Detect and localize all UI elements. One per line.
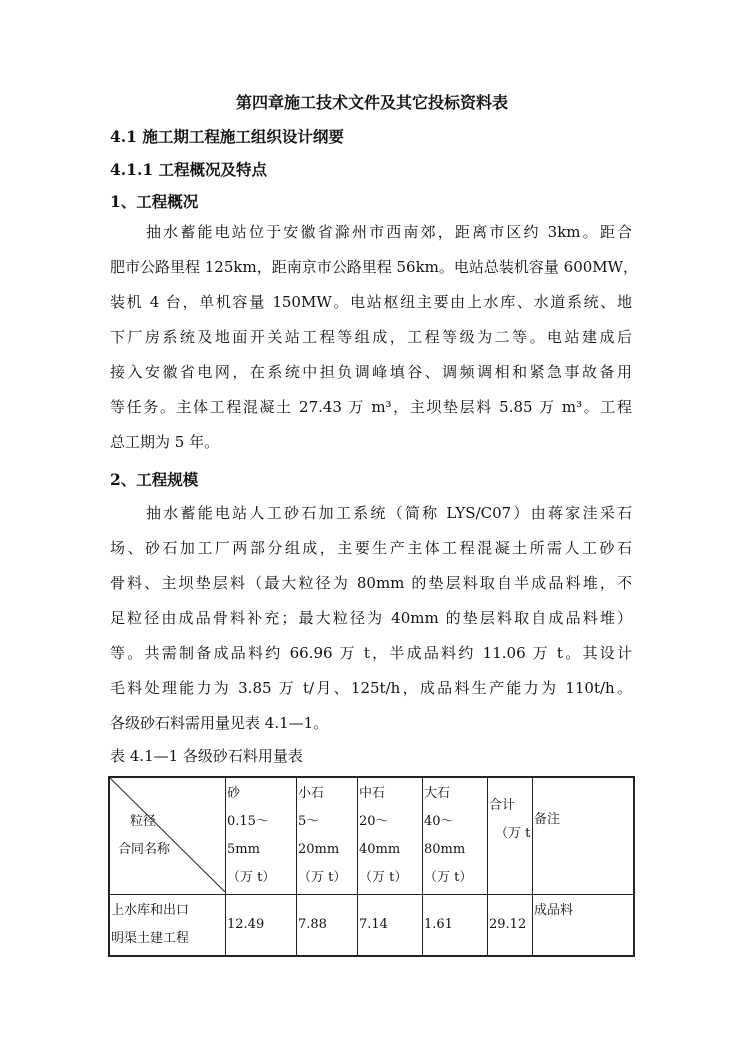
text-line: 总工期为 5 年。 <box>110 433 220 451</box>
text-line: 装机 4 台，单机容量 150MW。电站枢纽主要由上水库、水道系统、地 <box>110 293 632 311</box>
table-header-row <box>109 777 634 895</box>
cell-small-stone: 7.88 <box>297 895 358 957</box>
text-line: 抽水蓄能电站人工砂石加工系统（简称 LYS/C07）由蒋家洼采石 <box>146 504 632 522</box>
chapter-title: 第四章施工技术文件及其它投标资料表 <box>235 93 508 112</box>
header-small-stone: 小石 5～20mm （万 t） <box>297 777 358 895</box>
header-medium-stone: 中石 20～40mm （万 t） <box>358 777 423 895</box>
cell-large-stone: 1.61 <box>423 895 488 957</box>
cell-sand: 12.49 <box>226 895 297 957</box>
text-line: 骨料、主坝垫层料（最大粒径为 80mm 的垫层料取自半成品料堆，不 <box>110 574 632 592</box>
corner-header-cell <box>109 777 226 895</box>
text-line: 场、砂石加工厂两部分组成，主要生产主体工程混凝土所需人工砂石 <box>110 539 632 557</box>
text-line: 下厂房系统及地面开关站工程等组成，工程等级为二等。电站建成后 <box>110 328 632 346</box>
text-line: 等任务。主体工程混凝土 27.43 万 m³，主坝垫层料 5.85 万 m³。工程 <box>110 398 632 416</box>
cell-total: 29.12 <box>488 895 533 957</box>
text-line: 抽水蓄能电站位于安徽省滁州市西南郊，距离市区约 3km。距合 <box>146 223 632 241</box>
header-sand: 砂 0.15～5mm （万 t） <box>226 777 297 895</box>
table-caption: 表 4.1—1 各级砂石料用量表 <box>110 747 303 765</box>
text-line: 毛料处理能力为 3.85 万 t/月、125t/h，成品料生产能力为 110t/h。 <box>110 679 632 697</box>
heading-project-scale: 2、工程规模 <box>110 470 199 489</box>
cell-medium-stone: 7.14 <box>358 895 423 957</box>
text-line: 接入安徽省电网，在系统中担负调峰填谷、调频调相和紧急事故备用 <box>110 363 632 381</box>
table-row <box>109 895 634 957</box>
heading-project-overview: 1、工程概况 <box>110 192 199 211</box>
text-line: 足粒径由成品骨料补充；最大粒径为 40mm 的垫层料取自成品料堆） <box>110 609 632 627</box>
header-particle-size: 粒径 <box>130 814 157 829</box>
header-remark: 备注 <box>533 777 635 895</box>
header-contract-name: 合同名称 <box>118 842 171 857</box>
header-total: 合计 （万 t <box>488 777 533 895</box>
section-heading: 4.1 施工期工程施工组织设计纲要 <box>110 127 344 146</box>
subsection-heading: 4.1.1 工程概况及特点 <box>110 160 268 179</box>
header-large-stone: 大石 40～80mm （万 t） <box>423 777 488 895</box>
text-line: 肥市公路里程 125km，距南京市公路里程 56km。电站总装机容量 600MW， <box>110 258 639 276</box>
aggregate-usage-table <box>108 776 635 957</box>
text-line: 各级砂石料需用量见表 4.1—1。 <box>110 714 329 732</box>
cell-contract-name: 上水库和出口 明渠土建工程 <box>109 895 226 957</box>
cell-remark: 成品料 <box>533 895 635 957</box>
text-line: 等。共需制备成品料约 66.96 万 t，半成品料约 11.06 万 t。其设计 <box>110 644 632 662</box>
diagonal-line <box>110 778 225 892</box>
